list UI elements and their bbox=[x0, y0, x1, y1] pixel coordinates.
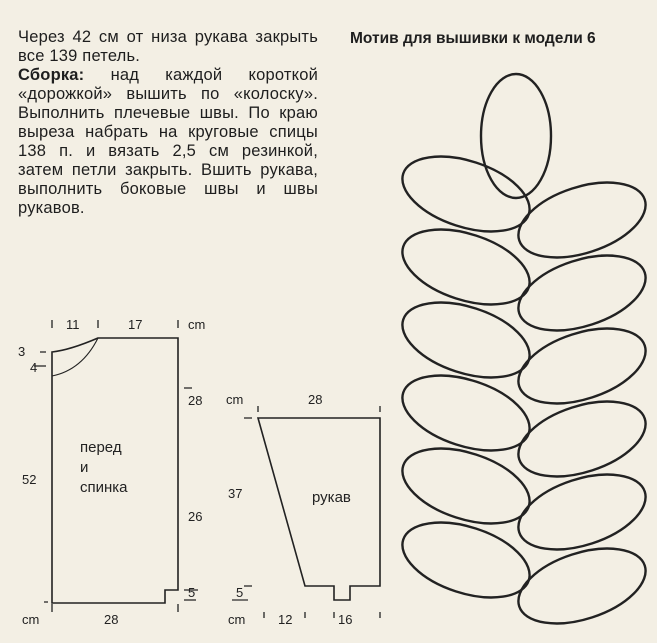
sleeve-label: рукав bbox=[312, 489, 351, 506]
sleeve-dim-bottom-b: 16 bbox=[338, 612, 353, 627]
body-dim-top-a: 11 bbox=[66, 317, 80, 332]
body-dim-hem: 5 bbox=[188, 585, 196, 600]
motif-leaf bbox=[509, 314, 655, 418]
body-label-line2: и bbox=[80, 459, 89, 476]
body-dim-height: 52 bbox=[22, 472, 37, 487]
body-dim-top-unit: cm bbox=[188, 317, 206, 332]
motif-leaf bbox=[509, 168, 655, 272]
sleeve-dim-bottom-unit: cm bbox=[228, 612, 246, 627]
motif-leaf bbox=[509, 241, 655, 345]
motif-leaf bbox=[393, 434, 539, 538]
sleeve-pattern-outline bbox=[258, 418, 380, 600]
body-dim-bottom-width: 28 bbox=[104, 612, 119, 627]
body-dim-neck-3: 3 bbox=[18, 344, 26, 359]
motif-leaf bbox=[481, 74, 551, 198]
motif-leaf bbox=[393, 288, 539, 392]
motif-leaf bbox=[393, 508, 539, 612]
body-dim-side-lower: 26 bbox=[188, 509, 203, 524]
sleeve-dim-cuff: 5 bbox=[236, 585, 244, 600]
motif-leaf bbox=[393, 142, 539, 246]
body-dim-top-b: 17 bbox=[128, 317, 143, 332]
sleeve-dim-height: 37 bbox=[228, 486, 243, 501]
motif-leaf bbox=[509, 534, 655, 638]
motif-leaf bbox=[393, 361, 539, 465]
motif-leaf bbox=[509, 460, 655, 564]
assembly-label: Сборка: bbox=[18, 66, 85, 84]
motif-leaf bbox=[509, 387, 655, 491]
body-dim-side-upper: 28 bbox=[188, 393, 203, 408]
wheat-ear-motif bbox=[393, 74, 655, 638]
sleeve-dim-top-unit: cm bbox=[226, 392, 244, 407]
motif-leaf bbox=[393, 215, 539, 319]
body-label-line1: перед bbox=[80, 439, 122, 456]
body-pattern-outline bbox=[52, 338, 178, 603]
body-dim-neck-4: 4 bbox=[30, 360, 38, 375]
body-neckline-back bbox=[52, 338, 98, 376]
sleeve-dim-bottom-a: 12 bbox=[278, 612, 293, 627]
body-label-line3: спинка bbox=[80, 479, 128, 496]
motif-title: Мотив для вышивки к модели 6 bbox=[350, 30, 596, 47]
instruction-paragraph-1: Через 42 см от низа рукава закрыть все 139 петель. bbox=[18, 28, 318, 65]
sleeve-dim-top-width: 28 bbox=[308, 392, 323, 407]
body-dim-bottom-unit: cm bbox=[22, 612, 40, 627]
assembly-text: над каждой короткой «дорожкой» вышить по «колоску». Выполнить плечевые швы. По краю выреза набрать на круговые спицы 138 п. и вязать 2,5 см резинкой, затем петли закрыть. Вшить рукава, выполнить боковые швы и швы рукавов. bbox=[18, 66, 318, 217]
